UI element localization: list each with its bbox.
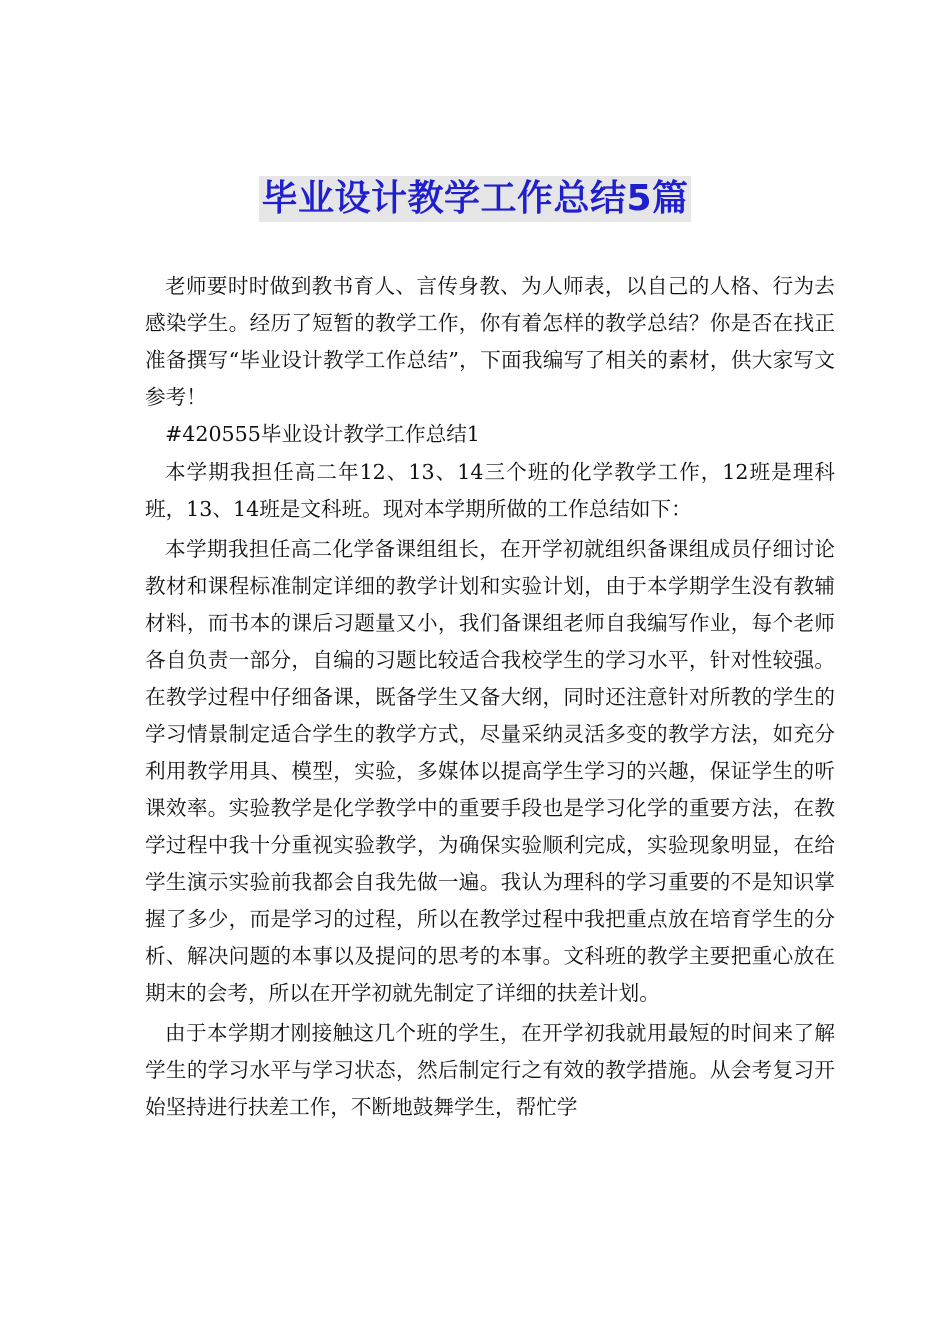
section-heading: #420555毕业设计教学工作总结1 — [165, 422, 480, 446]
document-title: 毕业设计教学工作总结5篇 — [259, 176, 690, 222]
document-body — [145, 268, 835, 1126]
title-container — [0, 176, 950, 222]
body-paragraph: 本学期我担任高二化学备课组组长，在开学初就组织备课组成员仔细讨论教材和课程标准制定详细的教学计划和实验计划，由于本学期学生没有教辅材料，而书本的课后习题量又小，我们备课组老师自我编写作业，每个老师各自负责一部分，自编的习题比较适合我校学生的学习水平，针对性较强。在教学过程中仔细备课，既备学生又备大纲，同时还注意针对所教的学生的学习情景制定适合学生的教学方式，尽量采纳灵活多变的教学方法，如充分利用教学用具、模型，实验，多媒体以提高学生学习的兴趣，保证学生的听课效率。实验教学是化学教学中的重要手段也是学习化学的重要方法，在教学过程中我十分重视实验教学，为确保实验顺利完成，实验现象明显，在给学生演示实验前我都会自我先做一遍。我认为理科的学习重要的不是知识掌握了多少，而是学习的过程，所以在教学过程中我把重点放在培育学生的分析、解决问题的本事以及提问的思考的本事。文科班的教学主要把重心放在期末的会考，所以在开学初就先制定了详细的扶差计划。 — [145, 537, 835, 1005]
intro-paragraph: 老师要时时做到教书育人、言传身教、为人师表，以自己的人格、行为去感染学生。经历了短暂的教学工作，你有着怎样的教学总结？你是否在找正准备撰写“毕业设计教学工作总结”，下面我编写了相关的素材，供大家写文参考！ — [145, 274, 835, 409]
body-paragraph: 由于本学期才刚接触这几个班的学生，在开学初我就用最短的时间来了解学生的学习水平与学习状态，然后制定行之有效的教学措施。从会考复习开始坚持进行扶差工作，不断地鼓舞学生，帮忙学 — [145, 1021, 835, 1119]
body-paragraph: 本学期我担任高二年12、13、14三个班的化学教学工作，12班是理科班，13、14班是文科班。现对本学期所做的工作总结如下： — [145, 460, 835, 521]
